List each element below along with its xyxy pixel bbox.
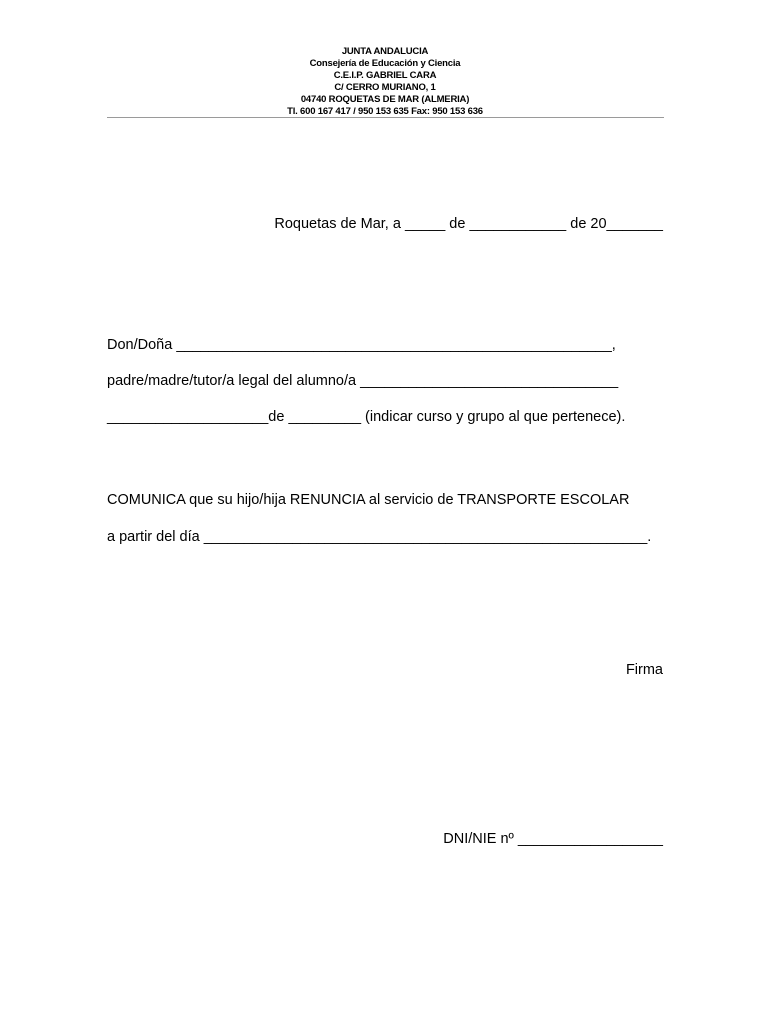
dni-nie-line: DNI/NIE nº __________________ bbox=[443, 831, 663, 847]
renunciation-statement: COMUNICA que su hijo/hija RENUNCIA al servicio de TRANSPORTE ESCOLAR bbox=[107, 492, 630, 508]
parent-name-line: Don/Doña ______________________________________________________, bbox=[107, 337, 616, 353]
letterhead bbox=[0, 46, 770, 118]
place-date-line: Roquetas de Mar, a _____ de ____________ de 20_______ bbox=[274, 216, 663, 232]
header-school-name: C.E.I.P. GABRIEL CARA bbox=[333, 70, 437, 81]
header-street-address: C/ CERRO MURIANO, 1 bbox=[334, 82, 436, 93]
student-name-line: padre/madre/tutor/a legal del alumno/a ________________________________ bbox=[107, 373, 619, 389]
course-group-line: ____________________de _________ (indicar curso y grupo al que pertenece). bbox=[107, 409, 626, 425]
signature-label: Firma bbox=[625, 662, 663, 678]
header-department: Consejería de Educación y Ciencia bbox=[309, 58, 461, 69]
header-organization: JUNTA ANDALUCIA bbox=[341, 46, 429, 57]
effective-date-line: a partir del día _______________________________________________________. bbox=[107, 529, 652, 545]
header-city: 04740 ROQUETAS DE MAR (ALMERIA) bbox=[300, 94, 470, 105]
header-phone-fax: Tl. 600 167 417 / 950 153 635 Fax: 950 153 636 bbox=[287, 106, 483, 117]
header-divider bbox=[107, 117, 664, 118]
